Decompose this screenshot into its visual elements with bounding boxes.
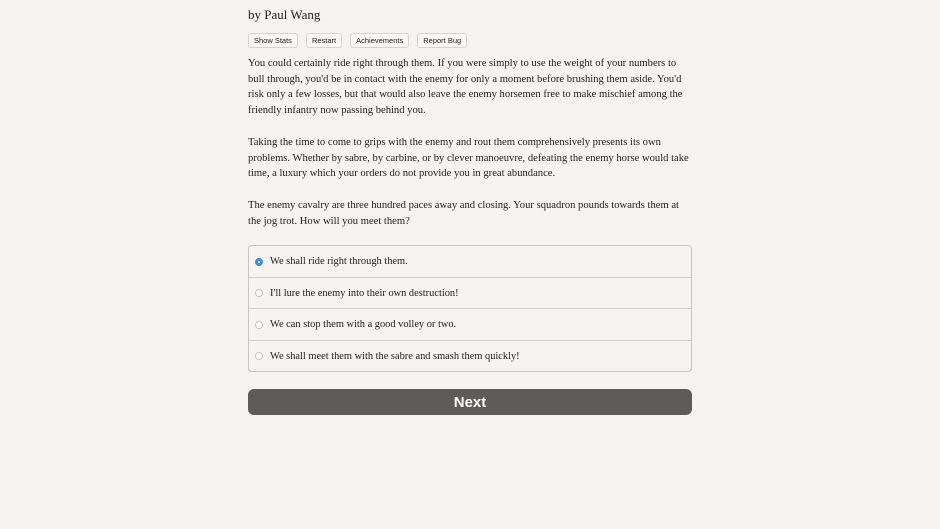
choice-option[interactable] <box>249 277 691 309</box>
restart-button[interactable]: Restart <box>306 33 342 48</box>
choice-option[interactable] <box>249 340 691 372</box>
toolbar <box>248 33 692 48</box>
report-bug-button[interactable]: Report Bug <box>417 33 467 48</box>
story-paragraph: You could certainly ride right through them. If you were simply to use the weight of your numbers to bull through, you'd be in contact with the enemy for only a moment before brushing them aside. You'd risk only a few losses, but that would also leave the enemy horsemen free to make mischief among the friendly infantry now passing behind you. <box>248 58 683 117</box>
choice-list <box>248 245 692 372</box>
show-stats-button[interactable]: Show Stats <box>248 33 298 48</box>
radio-icon[interactable] <box>255 289 263 297</box>
author-byline: by Paul Wang <box>248 7 321 22</box>
game-page <box>248 0 692 415</box>
next-button[interactable]: Next <box>248 389 692 415</box>
choice-option[interactable] <box>249 246 691 277</box>
radio-selected-icon[interactable] <box>255 258 263 266</box>
story-paragraph: Taking the time to come to grips with the enemy and rout them comprehensively presents its own problems. Whether by sabre, by carbine, or by clever manoeuvre, defeating the enemy horse would take time, a luxury which your orders do not provide you in great abundance. <box>248 136 689 180</box>
story-text <box>248 56 692 229</box>
choice-label: I'll lure the enemy into their own destruction! <box>270 287 459 299</box>
choice-label: We shall ride right through them. <box>270 256 408 268</box>
story-paragraph: The enemy cavalry are three hundred paces away and closing. Your squadron pounds towards them at the jog trot. How will you meet them? <box>248 199 679 227</box>
radio-icon[interactable] <box>255 352 263 360</box>
choice-label: We shall meet them with the sabre and smash them quickly! <box>270 350 520 362</box>
choice-label: We can stop them with a good volley or two. <box>270 319 457 331</box>
achievements-button[interactable]: Achievements <box>350 33 409 48</box>
radio-icon[interactable] <box>255 321 263 329</box>
choice-option[interactable] <box>249 308 691 340</box>
